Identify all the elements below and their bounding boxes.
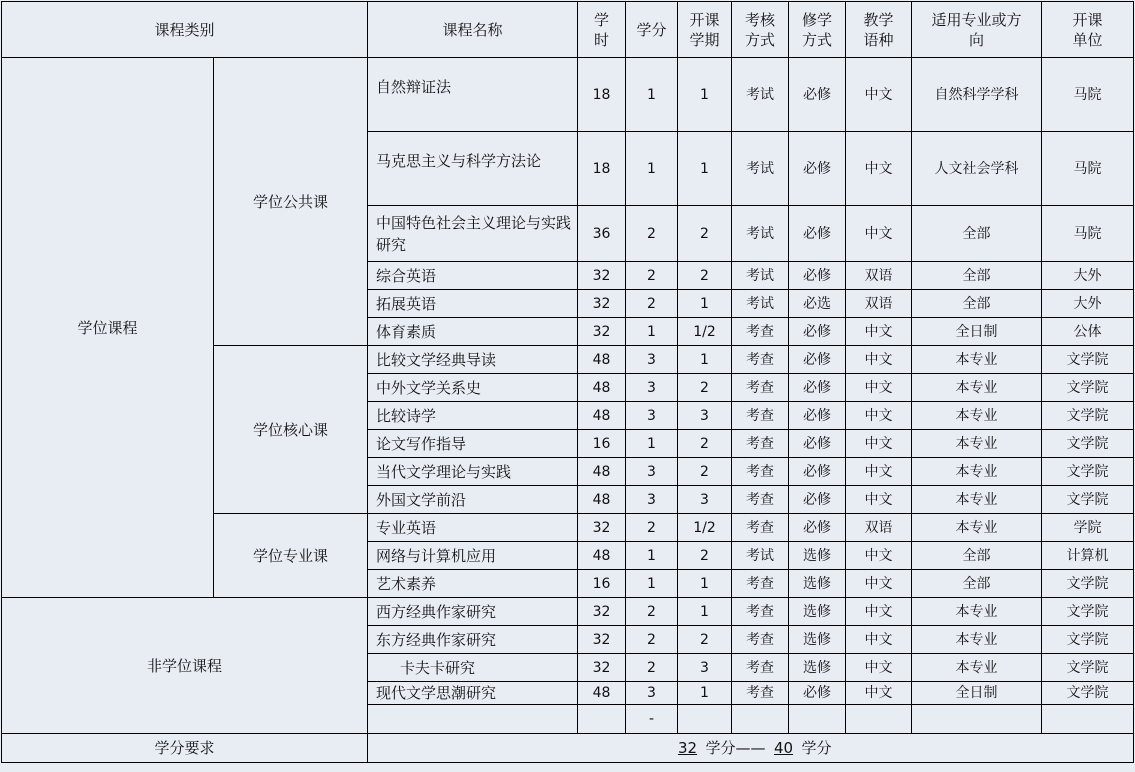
cell-term: 1 [678, 290, 732, 318]
cell-term: 1 [678, 58, 732, 132]
cell-lang: 中文 [846, 402, 912, 430]
cell-credits: 1 [626, 570, 678, 598]
cell-dept: 文学院 [1042, 374, 1134, 402]
cell-dept: 文学院 [1042, 486, 1134, 514]
cell-hours: 48 [578, 346, 626, 374]
cell-term: 2 [678, 542, 732, 570]
cell-exam: 考试 [732, 542, 789, 570]
course-name: 现代文学思潮研究 [368, 682, 578, 705]
cell-credits: 3 [626, 346, 678, 374]
cell-term: 2 [678, 626, 732, 654]
cell-study: 必修 [789, 318, 846, 346]
empty-cell [789, 705, 846, 734]
cell-hours: 48 [578, 374, 626, 402]
cell-hours: 16 [578, 430, 626, 458]
empty-hours [578, 705, 626, 734]
group-degree: 学位课程 [2, 58, 214, 598]
cell-major: 本专业 [912, 430, 1042, 458]
cell-major: 本专业 [912, 346, 1042, 374]
course-name: 马克思主义与科学方法论 [368, 132, 578, 206]
header-study: 修学 方式 [789, 2, 846, 58]
cell-term: 1/2 [678, 514, 732, 542]
header-exam: 考核 方式 [732, 2, 789, 58]
cell-lang: 双语 [846, 514, 912, 542]
cell-term: 3 [678, 654, 732, 682]
header-row [2, 2, 1134, 58]
cell-major: 本专业 [912, 598, 1042, 626]
cell-lang: 中文 [846, 346, 912, 374]
cell-lang: 中文 [846, 654, 912, 682]
cell-credits: 2 [626, 206, 678, 262]
cell-hours: 18 [578, 132, 626, 206]
cell-credits: 1 [626, 318, 678, 346]
cell-hours: 32 [578, 514, 626, 542]
cell-dept: 文学院 [1042, 626, 1134, 654]
cell-hours: 48 [578, 542, 626, 570]
cell-major: 全部 [912, 570, 1042, 598]
cell-dept: 公体 [1042, 318, 1134, 346]
cell-dept: 马院 [1042, 206, 1134, 262]
cell-exam: 考查 [732, 458, 789, 486]
cell-lang: 双语 [846, 290, 912, 318]
cell-dept: 文学院 [1042, 346, 1134, 374]
cell-exam: 考试 [732, 290, 789, 318]
cell-study: 选修 [789, 654, 846, 682]
credit-requirement [368, 734, 1134, 763]
cell-dept: 大外 [1042, 290, 1134, 318]
cell-major: 本专业 [912, 654, 1042, 682]
cell-major: 本专业 [912, 626, 1042, 654]
cell-lang: 中文 [846, 486, 912, 514]
cell-dept: 文学院 [1042, 430, 1134, 458]
cell-lang: 中文 [846, 374, 912, 402]
cell-hours: 32 [578, 626, 626, 654]
empty-cell [846, 705, 912, 734]
credit-unit-2: 学分 [801, 739, 832, 757]
cell-study: 必修 [789, 430, 846, 458]
cell-term: 2 [678, 458, 732, 486]
cell-term: 2 [678, 262, 732, 290]
cell-hours: 48 [578, 402, 626, 430]
empty-cell [678, 705, 732, 734]
empty-name [368, 705, 578, 734]
cell-lang: 中文 [846, 318, 912, 346]
course-name: 卡夫卡研究 [368, 654, 578, 682]
cell-hours: 32 [578, 318, 626, 346]
header-name: 课程名称 [368, 2, 578, 58]
empty-cell [732, 705, 789, 734]
cell-study: 必修 [789, 514, 846, 542]
cell-major: 全部 [912, 290, 1042, 318]
cell-exam: 考试 [732, 58, 789, 132]
cell-study: 必修 [789, 346, 846, 374]
cell-exam: 考查 [732, 598, 789, 626]
header-credits: 学分 [626, 2, 678, 58]
cell-term: 2 [678, 430, 732, 458]
header-lang: 教学 语种 [846, 2, 912, 58]
cell-term: 3 [678, 402, 732, 430]
cell-dept: 文学院 [1042, 458, 1134, 486]
cell-exam: 考查 [732, 374, 789, 402]
header-dept: 开课 单位 [1042, 2, 1134, 58]
cell-study: 必选 [789, 290, 846, 318]
cell-lang: 双语 [846, 262, 912, 290]
group-nondegree: 非学位课程 [2, 598, 368, 734]
course-name: 中国特色社会主义理论与实践研究 [368, 206, 578, 262]
cell-lang: 中文 [846, 570, 912, 598]
cell-term: 2 [678, 206, 732, 262]
cell-credits: 1 [626, 542, 678, 570]
cell-major: 本专业 [912, 514, 1042, 542]
cell-dept: 文学院 [1042, 654, 1134, 682]
cell-study: 选修 [789, 598, 846, 626]
cell-lang: 中文 [846, 682, 912, 705]
cell-credits: 2 [626, 598, 678, 626]
cell-dept: 文学院 [1042, 402, 1134, 430]
cell-lang: 中文 [846, 132, 912, 206]
header-category: 课程类别 [2, 2, 368, 58]
cell-term: 1 [678, 598, 732, 626]
cell-credits: 3 [626, 458, 678, 486]
cell-credits: 2 [626, 626, 678, 654]
course-name: 艺术素养 [368, 570, 578, 598]
cell-lang: 中文 [846, 626, 912, 654]
course-name: 东方经典作家研究 [368, 626, 578, 654]
footer-label: 学分要求 [2, 734, 368, 763]
cell-lang: 中文 [846, 58, 912, 132]
cell-hours: 32 [578, 598, 626, 626]
course-name: 综合英语 [368, 262, 578, 290]
cell-study: 必修 [789, 374, 846, 402]
credit-unit-1: 学分—— [705, 739, 766, 757]
header-term: 开课 学期 [678, 2, 732, 58]
header-major: 适用专业或方 向 [912, 2, 1042, 58]
cell-major: 全部 [912, 542, 1042, 570]
cell-hours: 18 [578, 58, 626, 132]
course-name: 体育素质 [368, 318, 578, 346]
cell-dept: 马院 [1042, 58, 1134, 132]
cell-exam: 考查 [732, 486, 789, 514]
cell-credits: 3 [626, 682, 678, 705]
footer-row [2, 734, 1134, 763]
cell-hours: 32 [578, 262, 626, 290]
cell-hours: 48 [578, 486, 626, 514]
cell-study: 必修 [789, 262, 846, 290]
cell-hours: 32 [578, 654, 626, 682]
credit-min: 32 [677, 739, 698, 757]
cell-exam: 考查 [732, 570, 789, 598]
group-public: 学位公共课 [214, 58, 368, 346]
cell-study: 选修 [789, 570, 846, 598]
cell-exam: 考试 [732, 262, 789, 290]
cell-term: 2 [678, 374, 732, 402]
cell-exam: 考查 [732, 318, 789, 346]
cell-exam: 考查 [732, 682, 789, 705]
cell-term: 3 [678, 486, 732, 514]
cell-lang: 中文 [846, 598, 912, 626]
cell-exam: 考查 [732, 654, 789, 682]
cell-lang: 中文 [846, 430, 912, 458]
cell-major: 自然科学学科 [912, 58, 1042, 132]
course-name: 专业英语 [368, 514, 578, 542]
cell-hours: 48 [578, 458, 626, 486]
cell-study: 选修 [789, 626, 846, 654]
cell-study: 必修 [789, 206, 846, 262]
credit-max: 40 [773, 739, 794, 757]
cell-lang: 中文 [846, 542, 912, 570]
course-name: 网络与计算机应用 [368, 542, 578, 570]
cell-major: 全部 [912, 206, 1042, 262]
cell-exam: 考试 [732, 132, 789, 206]
table-row [2, 598, 1134, 626]
cell-credits: 2 [626, 654, 678, 682]
cell-study: 选修 [789, 542, 846, 570]
course-name: 外国文学前沿 [368, 486, 578, 514]
cell-dept: 文学院 [1042, 682, 1134, 705]
cell-credits: 3 [626, 486, 678, 514]
cell-major: 全日制 [912, 318, 1042, 346]
cell-study: 必修 [789, 132, 846, 206]
cell-exam: 考查 [732, 514, 789, 542]
cell-study: 必修 [789, 402, 846, 430]
cell-credits: 2 [626, 290, 678, 318]
empty-credits: - [626, 705, 678, 734]
cell-dept: 大外 [1042, 262, 1134, 290]
cell-dept: 计算机 [1042, 542, 1134, 570]
cell-dept: 文学院 [1042, 570, 1134, 598]
group-core: 学位核心课 [214, 346, 368, 514]
cell-study: 必修 [789, 486, 846, 514]
cell-dept: 马院 [1042, 132, 1134, 206]
course-name: 中外文学关系史 [368, 374, 578, 402]
cell-term: 1 [678, 682, 732, 705]
cell-dept: 文学院 [1042, 598, 1134, 626]
cell-credits: 1 [626, 430, 678, 458]
course-name: 比较文学经典导读 [368, 346, 578, 374]
empty-cell [1042, 705, 1134, 734]
cell-study: 必修 [789, 458, 846, 486]
cell-hours: 32 [578, 290, 626, 318]
cell-major: 本专业 [912, 402, 1042, 430]
course-name: 比较诗学 [368, 402, 578, 430]
cell-exam: 考查 [732, 430, 789, 458]
course-name: 自然辩证法 [368, 58, 578, 132]
cell-study: 必修 [789, 58, 846, 132]
cell-exam: 考查 [732, 626, 789, 654]
cell-hours: 16 [578, 570, 626, 598]
empty-cell [912, 705, 1042, 734]
cell-dept: 学院 [1042, 514, 1134, 542]
cell-major: 本专业 [912, 458, 1042, 486]
course-name: 当代文学理论与实践 [368, 458, 578, 486]
cell-term: 1/2 [678, 318, 732, 346]
cell-major: 全部 [912, 262, 1042, 290]
header-hours: 学 时 [578, 2, 626, 58]
cell-term: 1 [678, 570, 732, 598]
cell-exam: 考查 [732, 402, 789, 430]
cell-credits: 2 [626, 514, 678, 542]
cell-major: 本专业 [912, 374, 1042, 402]
cell-hours: 36 [578, 206, 626, 262]
cell-exam: 考查 [732, 346, 789, 374]
cell-credits: 2 [626, 262, 678, 290]
cell-lang: 中文 [846, 206, 912, 262]
course-name: 论文写作指导 [368, 430, 578, 458]
cell-study: 必修 [789, 682, 846, 705]
course-name: 西方经典作家研究 [368, 598, 578, 626]
group-special: 学位专业课 [214, 514, 368, 598]
cell-credits: 3 [626, 402, 678, 430]
cell-credits: 3 [626, 374, 678, 402]
cell-credits: 1 [626, 58, 678, 132]
course-name: 拓展英语 [368, 290, 578, 318]
cell-major: 本专业 [912, 486, 1042, 514]
cell-lang: 中文 [846, 458, 912, 486]
cell-term: 1 [678, 346, 732, 374]
cell-major: 全日制 [912, 682, 1042, 705]
cell-major: 人文社会学科 [912, 132, 1042, 206]
table-row [2, 58, 1134, 132]
cell-exam: 考试 [732, 206, 789, 262]
cell-term: 1 [678, 132, 732, 206]
cell-hours: 48 [578, 682, 626, 705]
cell-credits: 1 [626, 132, 678, 206]
course-table [1, 1, 1134, 763]
